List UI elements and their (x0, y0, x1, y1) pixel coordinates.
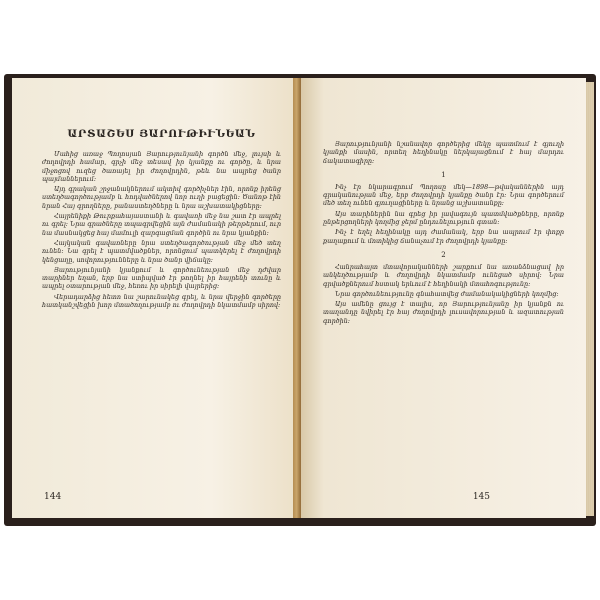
intro-paragraph: Յարությունյանի նշանավոր գործերից մեկը պատմում է գյուղի կյանքի մասին, որտեղ հեղինակը ներկայացնում է հայ մարդու ճակատագիրը։ (323, 140, 564, 165)
paragraph: Մահից առաջ Պողոսյան Յարությունյանի գործն մեջ, լույսի և ժողովրդի համար, գրչի մեջ տեսավ իր կյանքը ու գործը, և նրա միջոցով ուզեց ծառայել իր ժողովրդին, թեև նա ապրեց ծանր պայմաններում։ (42, 150, 281, 183)
paragraph: Այդ գրական շրջանակներում ակտիվ գործիչներ էին, որոնք իրենց ստեղծագործությամբ և հոդվածներով նոր ուղի բացեցին։ Ծանոթ էին նրան Հայ գրողները, բանաստեղծները և նրա աշխատակիցները։ (42, 185, 281, 210)
paragraph: Հայկական գավառները նրա ստեղծագործության մեջ մեծ տեղ ունեն։ Նա գրել է պատմվածքներ, որոնցում պատկերել է ժողովրդի կենցաղը, սովորությունները և նրա ծանր վիճակը։ (42, 238, 281, 264)
paragraph: Այս ամենը ցույց է տալիս, որ Յարությունյանը իր կյանքն ու տաղանդը նվիրել էր հայ ժողովրդի լուսավորության և ազատության գործին։ (323, 300, 564, 325)
paragraph: Յարությունյանի կյանքում և գործունեության մեջ դժվար տարիներ եղան, երբ նա ստիպված էր թողնել իր հայրենի տունը և ապրել օտարության մեջ, հեռու իր սիրելի վայրերից։ (42, 265, 281, 291)
page-number-left: 144 (44, 492, 62, 502)
paragraph: Հայրենիքի Թուրքահայաստանի և գավառի մեջ նա շատ էր ապրել ու գրել։ Նրա գրածները տպագրվեցին այն ժամանակի թերթերում, ուր նա մասնակցեց հայ մամուլի զարգացման գործին ու նրա կյանքին։ (42, 212, 281, 237)
right-page-text (323, 140, 564, 325)
chapter-title: ԱՐՏԱՇԵՍ ՅԱՐՈՒԹԻՒՆԵԱՆ (67, 128, 256, 140)
section-number: 1 (441, 170, 446, 179)
paragraph: Ինչ է եղել հեղինակը այդ ժամանակ, երբ նա ապրում էր փոքր քաղաքում և մոտիկից ճանաչում էր ժողովրդի կյանքը։ (323, 228, 564, 245)
paragraph: Վերադարձից հետո նա շարունակեց գրել, և նրա վերջին գործերը հատկանշվեցին խոր մտածողությամբ ու ժողովրդի նկատմամբ սիրով։ (42, 292, 281, 310)
paragraph: Ինչ էր նկարագրում Պողոսը մեկ—1898—թվականներին այդ գրականության մեջ, երբ ժողովրդի կյանքը ծանր էր։ Նրա գործերում մեծ տեղ ունեն գյուղացիները և նրանց աշխատանքը։ (323, 182, 564, 208)
paragraph: Նրա գործունեությունը գնահատվեց ժամանակակիցների կողմից։ (335, 289, 559, 298)
page-edges (586, 82, 594, 516)
section-number: 2 (441, 250, 446, 259)
paragraph: Այս տարիներին նա գրեց իր լավագույն պատմվածքները, որոնք ընթերցողների կողմից ջերմ ընդունելություն գտան։ (323, 209, 564, 227)
page-number-right: 145 (472, 492, 490, 502)
right-page (301, 78, 586, 518)
left-page-text (42, 150, 281, 309)
left-page (12, 78, 297, 518)
paragraph: Հանրահայտ մտավորականների շարքում նա առանձնացավ իր անկեղծությամբ և ժողովրդի նկատմամբ ունեցած սիրով։ Նրա գրվածքներում հստակ երևում է հեղինակի մտահոգությունը։ (323, 262, 564, 288)
